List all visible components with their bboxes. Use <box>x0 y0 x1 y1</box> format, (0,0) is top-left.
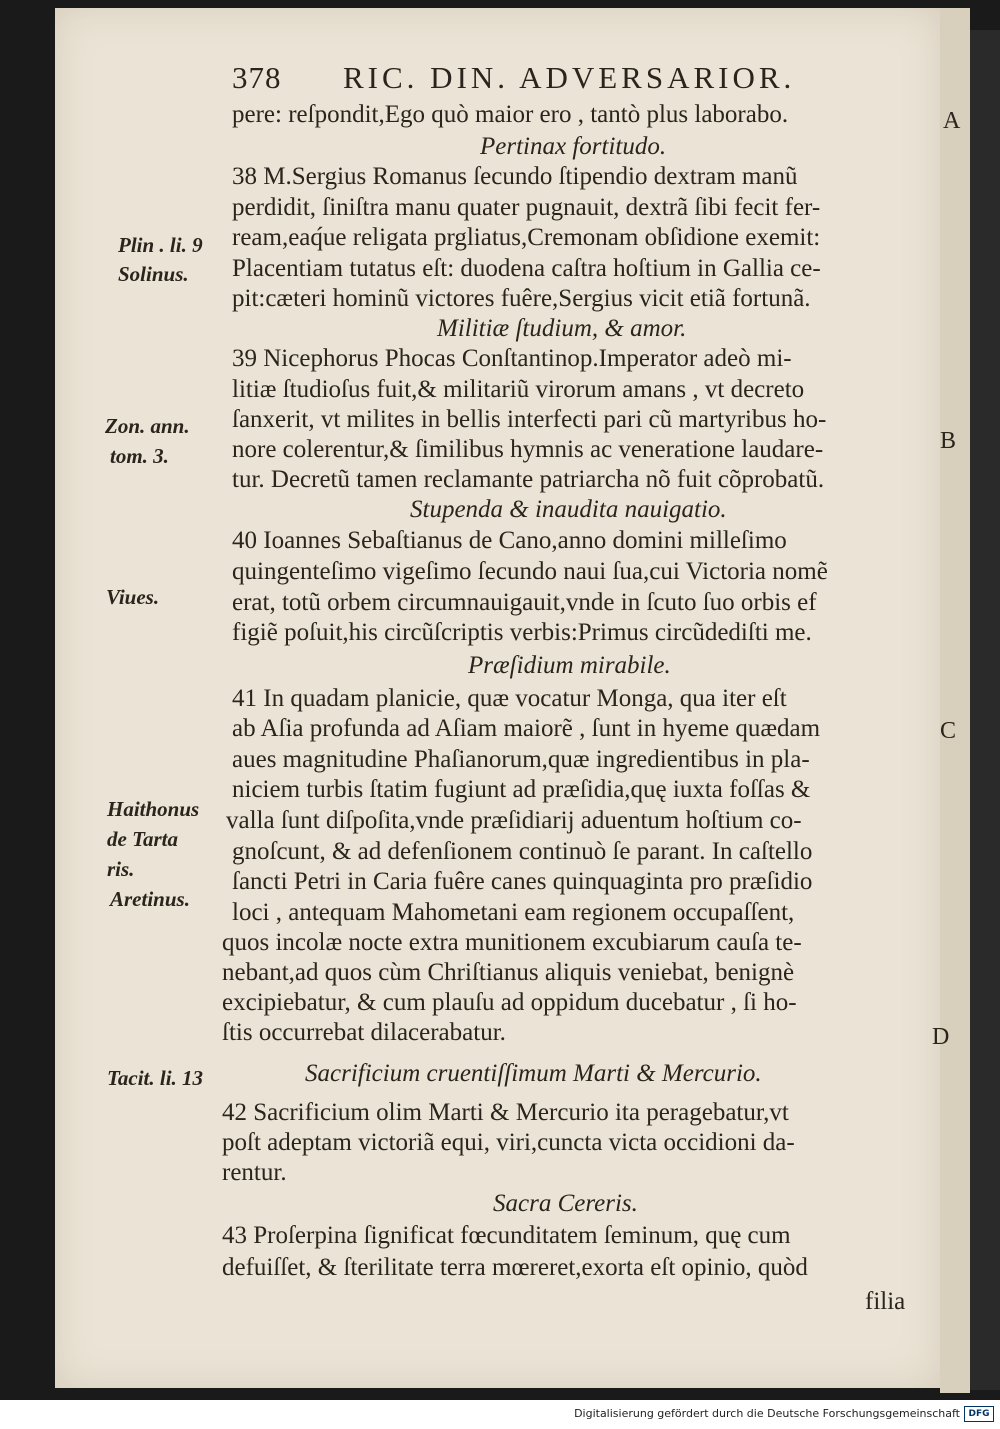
section-heading: Sacra Cereris. <box>493 1190 638 1217</box>
text-line: aues magnitudine Phaſianorum,quæ ingredientibus in pla- <box>232 746 810 773</box>
text-line: rentur. <box>222 1159 287 1186</box>
text-line: valla ſunt diſpoſita,vnde præſidiarij aduentum hoſtium co- <box>226 807 802 834</box>
margin-note: Plin . li. 9 <box>118 233 203 257</box>
adjacent-page-edge <box>940 8 970 1393</box>
text-line: ſtis occurrebat dilacerabatur. <box>222 1019 506 1046</box>
text-line: ab Aſia profunda ad Aſiam maiorẽ , ſunt in hyeme quædam <box>232 715 821 742</box>
funding-notice: Digitalisierung gefördert durch die Deutsche Forschungsgemeinschaft <box>574 1407 960 1420</box>
margin-note: tom. 3. <box>110 444 169 468</box>
section-heading: Sacrificium cruentiſſimum Marti & Mercurio. <box>305 1060 762 1087</box>
text-line: poſt adeptam victoriã equi, viri,cuncta victa occidioni da- <box>222 1129 795 1156</box>
margin-note: Zon. ann. <box>105 414 190 438</box>
margin-note: Solinus. <box>118 262 189 286</box>
text-line: figiẽ poſuit,his circũſcriptis verbis:Primus circũdediſti me. <box>232 619 812 646</box>
text-line: tur. Decretũ tamen reclamante patriarcha nõ fuit cõprobatũ. <box>232 466 825 493</box>
margin-note: Viues. <box>106 585 160 609</box>
text-line: litiæ ſtudioſus fuit,& militariũ virorum amans , vt decreto <box>232 376 805 403</box>
running-head: RIC. DIN. ADVERSARIOR. <box>343 60 796 95</box>
text-line: gnoſcunt, & ad defenſionem continuò ſe parant. In caſtello <box>232 838 813 865</box>
margin-note: de Tarta <box>107 827 178 851</box>
text-line: 39 Nicephorus Phocas Conſtantinop.Imperator adeò mi- <box>232 345 792 372</box>
text-line: 43 Proſerpina ſignificat fœcunditatem ſeminum, quę cum <box>222 1222 791 1249</box>
text-line: 42 Sacrificium olim Marti & Mercurio ita peragebatur,vt <box>222 1099 789 1126</box>
dfg-logo: DFG <box>964 1406 994 1422</box>
text-line: quos incolæ nocte extra munitionem excubiarum cauſa te- <box>222 929 802 956</box>
text-line: perdidit, ſiniſtra manu quater pugnauit, dextrã ſibi fecit fer- <box>232 194 821 221</box>
text-line: Placentiam tutatus eſt: duodena caſtra hoſtium in Gallia ce- <box>232 255 821 282</box>
text-line: pere: reſpondit,Ego quò maior ero , tantò plus laborabo. <box>232 101 789 128</box>
text-line: erat, totũ orbem circumnauigauit,vnde in ſcuto ſuo orbis ef <box>232 589 817 616</box>
edge-letter: C <box>940 718 957 744</box>
text-line: 40 Ioannes Sebaſtianus de Cano,anno domini milleſimo <box>232 527 787 554</box>
text-line: excipiebatur, & cum plauſu ad oppidum ducebatur , ſi ho- <box>222 989 797 1016</box>
adjacent-page-shadow <box>970 30 1000 1390</box>
margin-note: Haithonus <box>107 797 200 821</box>
text-line: niciem turbis ſtatim fugiunt ad præſidia,quę iuxta foſſas & <box>232 776 811 803</box>
catchword: filia <box>865 1288 906 1315</box>
text-line: nebant,ad quos cùm Chriſtianus aliquis veniebat, benignè <box>222 959 795 986</box>
margin-note: ris. <box>107 857 135 881</box>
text-line: defuiſſet, & ſterilitate terra mœreret,exorta eſt opinio, quòd <box>222 1254 808 1281</box>
section-heading: Stupenda & inaudita nauigatio. <box>410 496 727 523</box>
footer-bar <box>0 1402 1000 1429</box>
text-line: nore colerentur,& ſimilibus hymnis ac veneratione laudare- <box>232 436 824 463</box>
text-line: 38 M.Sergius Romanus ſecundo ſtipendio dextram manũ <box>232 163 798 190</box>
page-number: 378 <box>232 60 282 95</box>
section-heading: Præſidium mirabile. <box>468 652 671 679</box>
section-heading: Militiæ ſtudium, & amor. <box>437 315 687 342</box>
section-heading: Pertinax fortitudo. <box>480 133 667 160</box>
edge-letter: A <box>943 108 961 134</box>
text-line: ſancti Petri in Caria fuêre canes quinquaginta pro præſidio <box>232 868 813 895</box>
margin-note: Tacit. li. 13 <box>107 1066 204 1090</box>
text-line: loci , antequam Mahometani eam regionem occupaſſent, <box>232 899 795 926</box>
text-line: 41 In quadam planicie, quæ vocatur Monga, qua iter eſt <box>232 685 787 712</box>
edge-letter: D <box>932 1024 950 1050</box>
text-line: pit:cæteri hominũ victores fuêre,Sergius vicit etiã fortunã. <box>232 285 811 312</box>
text-line: ream,eaq́ue religata prgliatus,Cremonam obſidione exemit: <box>232 224 821 251</box>
text-line: quingenteſimo vigeſimo ſecundo naui ſua,cui Victoria nomẽ <box>232 558 828 585</box>
text-line: ſanxerit, vt milites in bellis interfecti pari cũ martyribus ho- <box>232 406 827 433</box>
edge-letter: B <box>940 428 957 454</box>
margin-note: Aretinus. <box>110 887 190 911</box>
